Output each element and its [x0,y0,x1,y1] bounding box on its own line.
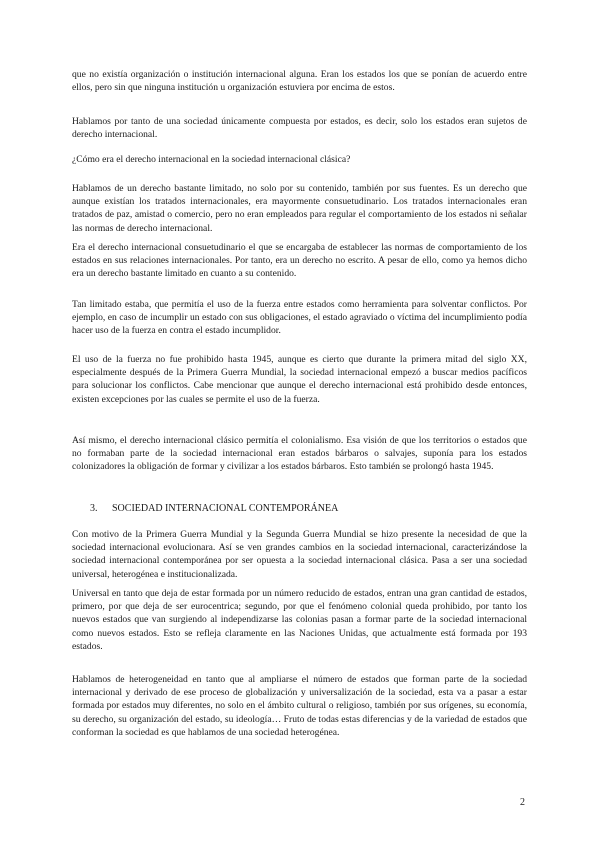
paragraph-7: Así mismo, el derecho internacional clásico permitía el colonialismo. Esa visión de que los territorios o estados que no formaban parte de la sociedad internacional eran estados bárbaros o salvajes, suponía para los estados colonizadores la obligación de formar y civilizar a los estados bárbaros. Esto también se prolongó hasta 1945. [72,435,527,473]
section-number: 3. [90,503,98,514]
section-title: SOCIEDAD INTERNACIONAL CONTEMPORÁNEA [112,503,339,514]
paragraph-9: Universal en tanto que deja de estar formada por un número reducido de estados, entran una gran cantidad de estados, primero, por que deja de ser eurocentrica; segundo, por que el fenómeno colonial queda prohibido, por tanto los nuevos estados que van surgiendo al independizarse las colonias pasan a formar parte de la sociedad internacional como nuevos estados. Esto se refleja claramente en las Naciones Unidas, que actualmente está formada por 193 estados. [72,588,527,652]
section-heading [90,502,338,515]
paragraph-3: Hablamos de un derecho bastante limitado, no solo por su contenido, también por sus fuentes. Es un derecho que aunque existían los tratados internacionales, era mayormente consuetudinario. Los tratados internacionales eran tratados de paz, amistad o comercio, pero no eran empleados para regular el comportamiento de los estados ni señalar las normas de derecho internacional. [72,183,527,234]
paragraph-4: Era el derecho internacional consuetudinario el que se encargaba de establecer las normas de comportamiento de los estados en sus relaciones internacionales. Por tanto, era un derecho no escrito. A pesar de ello, como ya hemos dicho era un derecho bastante limitado en cuanto a su contenido. [72,242,527,280]
paragraph-8: Con motivo de la Primera Guerra Mundial y la Segunda Guerra Mundial se hizo presente la necesidad de que la sociedad internacional evolucionara. Así se ven grandes cambios en la sociedad internacional, caracterizándose la sociedad internacional contemporánea por ser opuesta a la sociedad internacional clásica. Pasa a ser una sociedad universal, heterogénea e institucionalizada. [72,529,527,580]
paragraph-2: Hablamos por tanto de una sociedad únicamente compuesta por estados, es decir, solo los estados eran sujetos de derecho internacional. [72,116,527,141]
paragraph-10: Hablamos de heterogeneidad en tanto que al ampliarse el número de estados que forman parte de la sociedad internacional y derivado de ese proceso de globalización y universalización de la sociedad, esta va a pasar a estar formada por estados muy diferentes, no solo en el ámbito cultural o religioso, también por sus orígenes, su economía, su derecho, su organización del estado, su ideología… Fruto de todas estas diferencias y de la variedad de estados que conforman la sociedad es que hablamos de una sociedad heterogénea. [72,674,527,738]
paragraph-6: El uso de la fuerza no fue prohibido hasta 1945, aunque es cierto que durante la primera mitad del siglo XX, especialmente después de la Primera Guerra Mundial, la sociedad internacional empezó a buscar medios pacíficos para solucionar los conflictos. Cabe mencionar que aunque el derecho internacional está prohibido desde entonces, existen excepciones por las cuales se permite el uso de la fuerza. [72,354,527,405]
page-number: 2 [520,797,525,808]
paragraph-5: Tan limitado estaba, que permitía el uso de la fuerza entre estados como herramienta para solventar conflictos. Por ejemplo, en caso de incumplir un estado con sus obligaciones, el estado agraviado o víctima del incumplimiento podía hacer uso de la fuerza en contra el estado incumplidor. [72,299,527,337]
paragraph-1: que no existía organización o institución internacional alguna. Eran los estados los que se ponían de acuerdo entre ellos, pero sin que ninguna institución u organización estuviera por encima de estos. [72,69,527,94]
question-heading: ¿Cómo era el derecho internacional en la sociedad internacional clásica? [72,154,351,165]
